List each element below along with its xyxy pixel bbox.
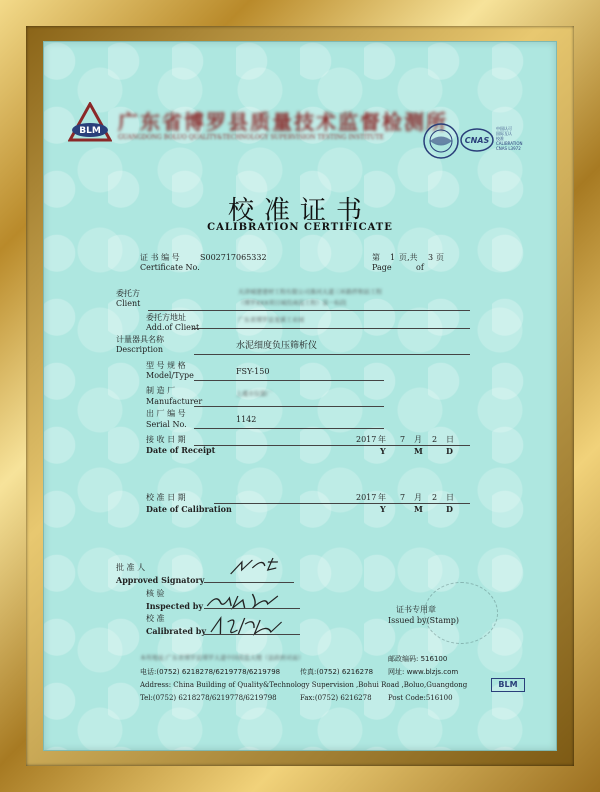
footer-postcode-cn: 邮政编码: 516100 [388, 655, 448, 663]
approved-label-cn: 批 准 人 [116, 563, 146, 572]
calibrated-label-en: Calibrated by [146, 626, 207, 636]
receipt-day-cn: 日 [446, 435, 454, 444]
calibration-date-label-en: Date of Calibration [146, 504, 232, 514]
calibration-label: CALIBRATION [496, 141, 523, 146]
description-value: 水泥细度负压筛析仪 [236, 341, 318, 351]
receipt-day: 2 [432, 435, 438, 444]
model-underline [194, 380, 384, 381]
calibrated-signature [204, 614, 288, 642]
footer-tel-cn: 电话:(0752) 6218278/6219778/6219798 [140, 668, 281, 676]
page-label-en-a: Page [372, 263, 392, 272]
model-value: FSY-150 [236, 367, 270, 376]
client-value-line2: （博罗XXX项目城投商混工程）第一标段 [238, 300, 347, 307]
approved-underline [204, 582, 294, 583]
org-name-cn: 广东省博罗县质量技术监督检测所 [118, 110, 448, 134]
page-label-a: 第 [372, 253, 380, 262]
footer-address-en: Address: China Building of Quality&Technology Supervision ,Bohui Road ,Boluo,Guangdong [140, 681, 468, 689]
manufacturer-label-en: Manufacturer [146, 397, 203, 406]
description-underline [194, 354, 470, 355]
calibration-m: M [414, 504, 423, 514]
calibration-year: 2017 [356, 493, 377, 502]
receipt-month-cn: 月 [414, 435, 422, 444]
certificate-no-label-cn: 证 书 编 号 [140, 253, 180, 262]
client-value-line1: 天津城建建材工程有限公司淮河大道三环路拌和站工程 [238, 289, 383, 296]
serial-label-cn: 出 厂 编 号 [146, 409, 186, 418]
page-label-c: 页 [436, 253, 444, 262]
stamp-label-en: Issued by(Stamp) [388, 616, 459, 625]
description-label-cn: 计量器具名称 [116, 335, 164, 344]
accreditation-cn-line: 国际互认 [496, 131, 512, 136]
calibration-month: 7 [400, 493, 406, 502]
title-cn: 校准证书 [227, 196, 372, 226]
certificate-no-value: S002717065332 [200, 253, 267, 262]
page-total: 3 [428, 253, 434, 262]
org-name-en: GUANGDONG BOLUO QUALITY&TECHNOLOGY SUPERVISION TESTING INSTITUTE [118, 134, 384, 141]
receipt-underline [194, 445, 470, 446]
calibration-date-label-cn: 校 准 日 期 [146, 493, 186, 502]
footer-web-cn: 网址: www.blzjs.com [388, 668, 459, 676]
title-en: CALIBRATION CERTIFICATE [207, 222, 393, 233]
page-label-b: 页,共 [399, 253, 418, 262]
stamp-label-cn: 证书专用章 [396, 605, 436, 614]
inspected-signature [203, 590, 286, 616]
accreditation-cn-line: 校准 [496, 136, 504, 141]
accreditation-seal-icon [422, 122, 460, 160]
serial-underline [194, 428, 384, 429]
inspected-label-en: Inspected by [146, 601, 204, 611]
certificate-paper [44, 42, 556, 750]
footer-fax-en: Fax:(0752) 6216278 [300, 694, 372, 702]
calibrated-underline [204, 634, 300, 635]
manufacturer-underline [194, 406, 384, 407]
page-value: 1 [390, 253, 396, 262]
receipt-y: Y [380, 446, 386, 456]
client-address-underline [192, 328, 470, 329]
client-address-value: 广东省博罗县龙溪工业园 [238, 317, 305, 324]
receipt-label-en: Date of Receipt [146, 445, 216, 455]
footer-postcode-en: Post Code:516100 [388, 694, 453, 702]
footer-tel-en: Tel:(0752) 6218278/6219778/6219798 [140, 694, 277, 702]
serial-value: 1142 [236, 415, 257, 424]
footer-blm-badge: BLM [491, 678, 525, 692]
calibration-d: D [446, 504, 453, 514]
client-underline [148, 310, 470, 311]
description-label-en: Description [116, 345, 163, 354]
client-label-cn: 委托方 [116, 289, 140, 298]
accreditation-cn-line: 中国认可 [496, 126, 512, 131]
logo-text: BLM [79, 126, 101, 136]
client-address-label-en: Add.of Client [146, 323, 200, 332]
cnas-text: CNAS [464, 136, 490, 145]
receipt-month: 7 [400, 435, 406, 444]
page-label-en-b: of [416, 263, 424, 272]
calibration-year-cn: 年 [378, 493, 386, 502]
cnas-logo-icon [460, 128, 494, 152]
receipt-label-cn: 接 收 日 期 [146, 435, 186, 444]
calibration-date-underline [214, 503, 470, 504]
approved-signature [227, 556, 284, 582]
manufacturer-label-cn: 制 造 厂 [146, 386, 176, 395]
client-label-en: Client [116, 299, 141, 308]
calibration-y: Y [380, 504, 386, 514]
receipt-d: D [446, 446, 453, 456]
calibration-day-cn: 日 [446, 493, 454, 502]
model-label-cn: 型 号 规 格 [146, 361, 186, 370]
inspected-underline [204, 608, 300, 609]
calibration-month-cn: 月 [414, 493, 422, 502]
receipt-year: 2017 [356, 435, 377, 444]
footer-fax-cn: 传真:(0752) 6216278 [300, 668, 374, 676]
certificate-no-label-en: Certificate No. [140, 263, 200, 272]
serial-label-en: Serial No. [146, 420, 187, 429]
receipt-year-cn: 年 [378, 435, 386, 444]
blm-logo-icon [68, 102, 112, 142]
inspected-label-cn: 核 验 [146, 589, 165, 598]
calibration-day: 2 [432, 493, 438, 502]
approved-label-en: Approved Signatory [116, 575, 205, 585]
accreditation-text-block [496, 126, 523, 151]
client-address-label-cn: 委托方地址 [146, 313, 186, 322]
cnas-number: CNAS L3972 [496, 146, 521, 151]
receipt-m: M [414, 446, 423, 456]
calibrated-label-cn: 校 准 [146, 614, 165, 623]
model-label-en: Model/Type [146, 371, 194, 380]
footer-address-cn: 本所地址:广东省博罗县博罗大道中国质监大楼（县政府对面） [140, 655, 305, 662]
manufacturer-value: 上虞市仪器厂 [236, 391, 273, 398]
